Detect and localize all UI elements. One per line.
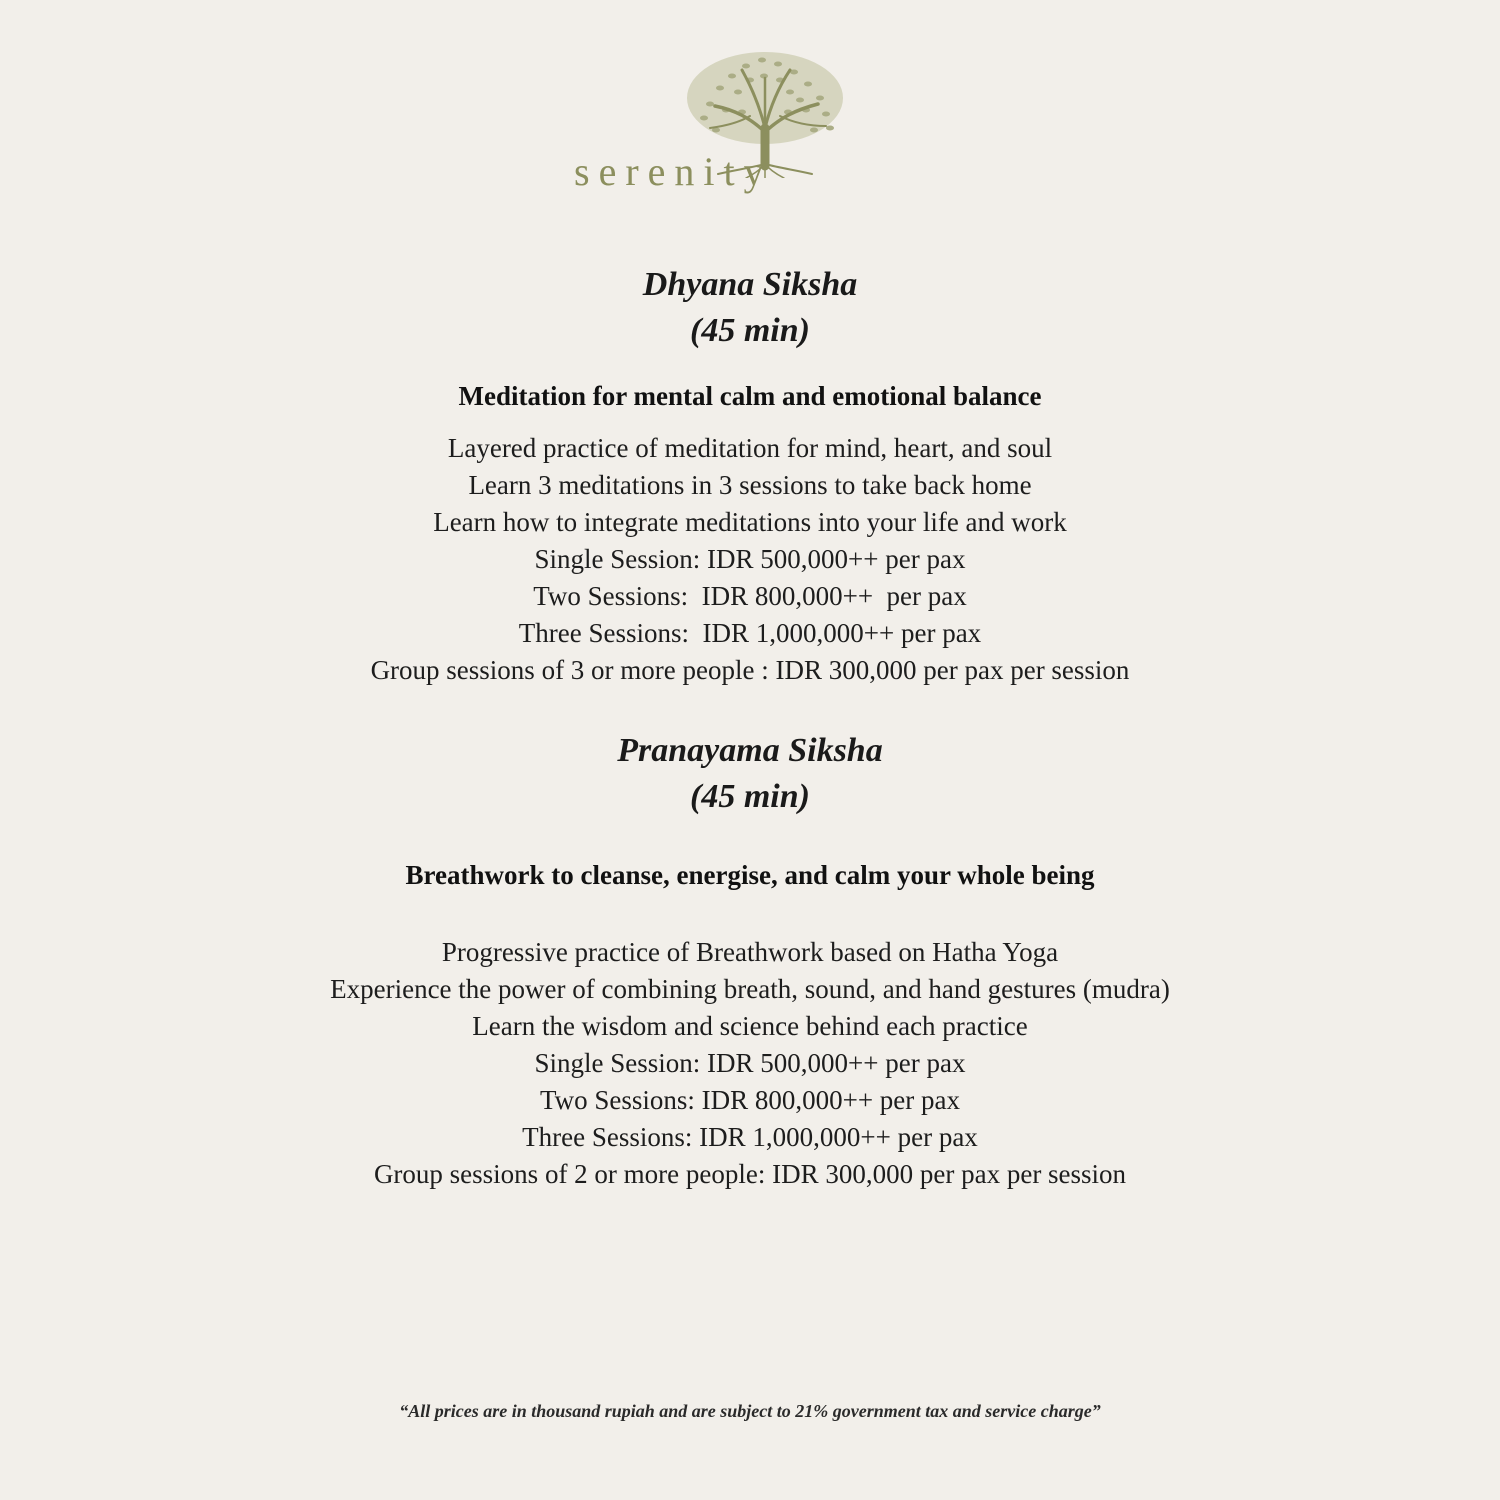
detail-line: Progressive practice of Breathwork based on Hatha Yoga [441, 937, 1059, 967]
section-details-dhyana [0, 430, 1500, 689]
price-line: Three Sessions: IDR 1,000,000++ per pax [518, 618, 982, 648]
price-footnote: “All prices are in thousand rupiah and are subject to 21% government tax and service charge” [399, 1401, 1101, 1421]
price-line: Group sessions of 2 or more people: IDR 300,000 per pax per session [373, 1159, 1127, 1189]
section-title-dhyana: Dhyana Siksha [642, 266, 858, 303]
price-line: Single Session: IDR 500,000++ per pax [534, 544, 966, 574]
brand-name: serenity [574, 149, 773, 194]
detail-line: Learn the wisdom and science behind each practice [472, 1011, 1028, 1041]
price-line: Group sessions of 3 or more people : IDR 300,000 per pax per session [370, 655, 1130, 685]
detail-line: Layered practice of meditation for mind, heart, and soul [447, 433, 1053, 463]
detail-line: Learn how to integrate meditations into your life and work [433, 507, 1067, 537]
price-line: Single Session: IDR 500,000++ per pax [534, 1048, 966, 1078]
section-details-pranayama [0, 934, 1500, 1193]
section-title-pranayama: Pranayama Siksha [617, 732, 883, 769]
section-subtitle-dhyana: Meditation for mental calm and emotional balance [458, 381, 1042, 411]
price-line: Three Sessions: IDR 1,000,000++ per pax [522, 1122, 978, 1152]
price-line: Two Sessions: IDR 800,000++ per pax [539, 1085, 961, 1115]
detail-line: Learn 3 meditations in 3 sessions to take back home [468, 470, 1032, 500]
section-duration-pranayama: (45 min) [690, 778, 810, 815]
price-line: Two Sessions: IDR 800,000++ per pax [533, 581, 967, 611]
brand-logo [570, 48, 860, 194]
detail-line: Experience the power of combining breath, sound, and hand gestures (mudra) [330, 974, 1170, 1004]
section-duration-dhyana: (45 min) [690, 312, 810, 349]
section-subtitle-pranayama: Breathwork to cleanse, energise, and calm your whole being [405, 860, 1095, 890]
